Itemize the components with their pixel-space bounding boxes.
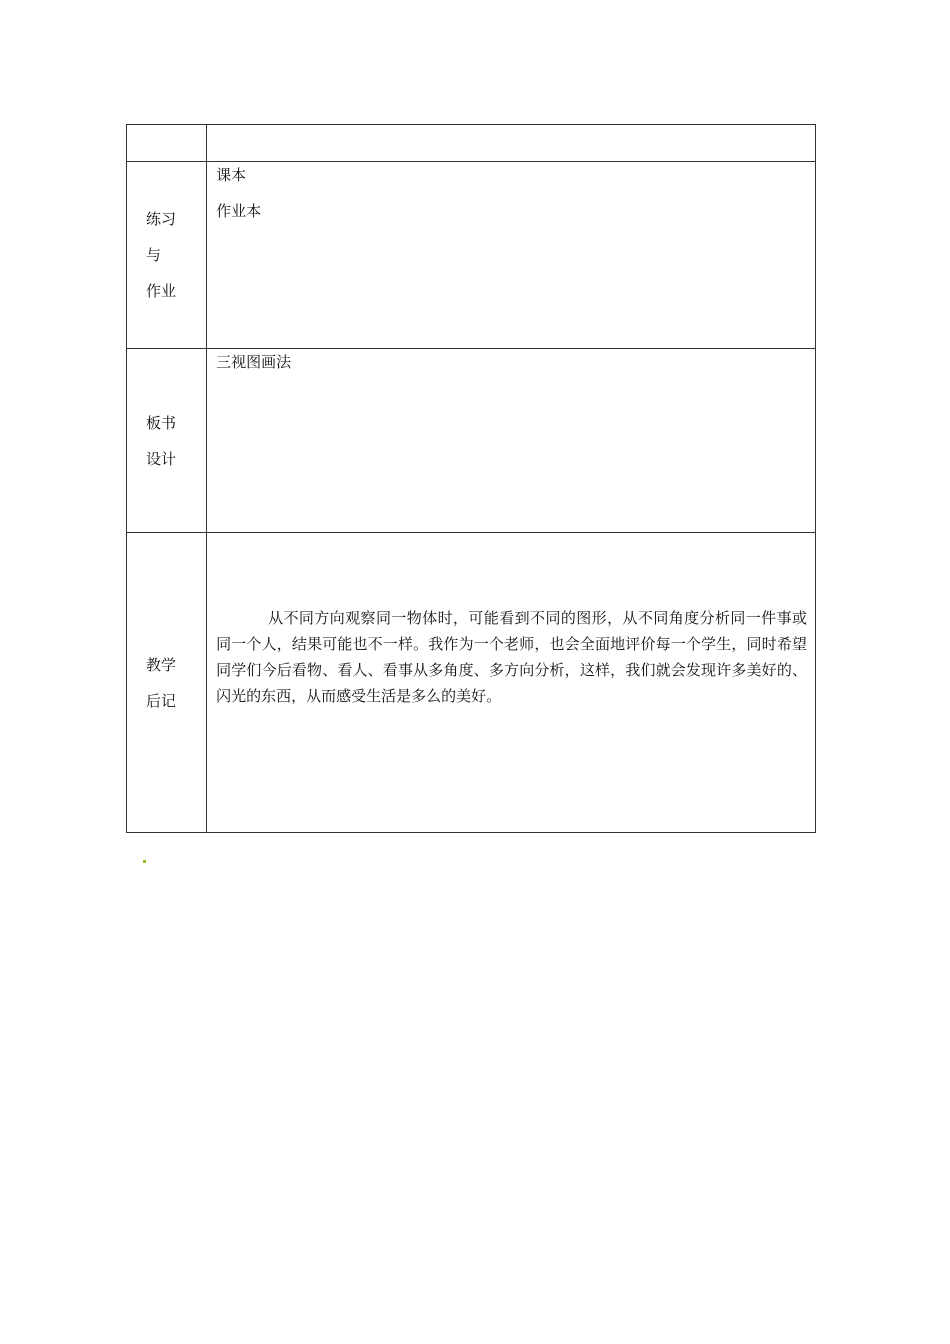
table-row-reflection [127, 533, 816, 833]
table-row-board-design [127, 349, 816, 533]
practice-item-workbook: 作业本 [216, 202, 262, 220]
reflection-label-cell [127, 533, 207, 833]
practice-label-line-2: 与 [146, 246, 162, 264]
practice-item-textbook: 课本 [216, 166, 247, 184]
reflection-label-line-2: 后记 [146, 691, 177, 710]
practice-label-line-3: 作业 [146, 282, 177, 300]
green-dot-mark [143, 860, 146, 863]
practice-body-cell [207, 162, 816, 349]
header-label-cell [127, 125, 207, 162]
practice-label-cell [127, 162, 207, 349]
board-label-line-1: 板书 [146, 413, 177, 432]
board-label-cell [127, 349, 207, 533]
board-body-cell [207, 349, 816, 533]
reflection-paragraph: 从不同方向观察同一物体时，可能看到不同的图形，从不同角度分析同一件事或同一个人，结果可能也不一样。我作为一个老师，也会全面地评价每一个学生，同时希望同学们今后看物、看人、看事从多角度、多方向分析，这样，我们就会发现许多美好的、闪光的东西，从而感受生活是多么的美好。 [216, 609, 807, 705]
lesson-plan-table [126, 124, 816, 833]
reflection-body-cell [207, 533, 816, 833]
table-row-practice [127, 162, 816, 349]
reflection-label-line-1: 教学 [146, 655, 177, 674]
board-design-title: 三视图画法 [216, 353, 292, 371]
board-label-line-2: 设计 [146, 449, 177, 468]
table-row-header [127, 125, 816, 162]
header-body-cell [207, 125, 816, 162]
practice-label-line-1: 练习 [146, 210, 177, 228]
